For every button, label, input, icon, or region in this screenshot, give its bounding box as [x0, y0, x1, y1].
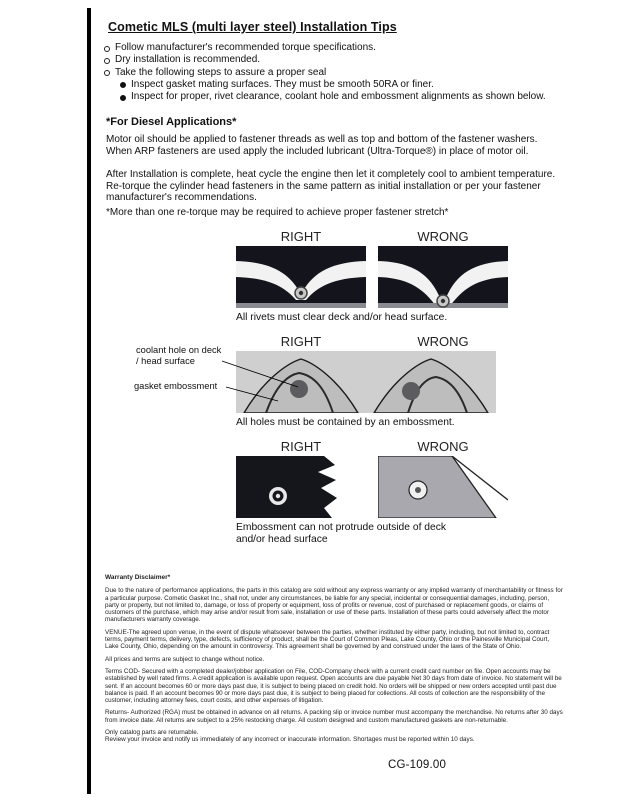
warranty-paragraph: All prices and terms are subject to change without notice.: [105, 655, 265, 663]
embossment-diagram-row: [134, 334, 508, 428]
bullet-item: [104, 42, 574, 54]
wrong-label: WRONG: [417, 439, 469, 454]
warranty-paragraph: Only catalog parts are returnable.: [105, 729, 199, 737]
warranty-paragraph: VENUE-The agreed upon venue, in the event of dispute whatsoever between the parties, whether instituted by either party, including, but not limited to, contract terms, payment terms, delivery, type, defects, sufficiency of product, shall be the Court of Common Pleas, Lake County, Ohio or the Painesville Municipal Court, Lake County, Ohio, depending on the amount in controversy. This agreement shall be governed by and construed under the laws of the State of Ohio.: [105, 628, 550, 651]
embossment-wrong-diagram: [366, 351, 496, 413]
rivet-wrong-diagram: [378, 246, 508, 308]
gasket-embossment-callout: gasket embossment: [134, 381, 218, 391]
left-edge-rule: [87, 8, 91, 794]
diesel-applications-heading: *For Diesel Applications*: [106, 116, 237, 128]
protrusion-diagram-row: [236, 439, 508, 545]
page-title: Cometic MLS (multi layer steel) Installation Tips: [108, 20, 397, 34]
embossment-images: [134, 345, 508, 413]
sub-bullet-item: [120, 79, 574, 91]
bullet-text: Inspect gasket mating surfaces. They must be smooth 50RA or finer.: [131, 78, 434, 90]
circle-bullet-icon: [104, 58, 110, 64]
wrong-label: WRONG: [417, 334, 469, 349]
dot-bullet-icon: [120, 95, 126, 101]
bullet-text: Follow manufacturer's recommended torque specifications.: [115, 42, 376, 53]
bullet-item: [104, 67, 574, 79]
warranty-paragraph: Due to the nature of performance applications, the parts in this catalog are sold without any express warranty or any implied warranty of merchantability or fitness for a particular purpose. Cometic Gasket Inc., shall not, under any circumstances, be liable for any special, incidental or consequential damages, including, person, party or property, but not limited to, damage, or loss of property or equipment, loss of profits or revenue, cost of purchased or replacement goods, or claims of customers of the purchase, which may arise and/or result from sale, installation or use of these parts. Installation of these parts could adversely affect the motor manufacturers warranty coverage.: [105, 587, 563, 624]
bullet-text: Dry installation is recommended.: [115, 54, 261, 66]
warranty-heading: Warranty Disclaimer*: [105, 574, 171, 581]
rivet-diagram-row: [236, 229, 508, 323]
diagram-caption: All rivets must clear deck and/or head surface.: [236, 312, 448, 323]
dot-bullet-icon: [120, 82, 126, 88]
embossment-right-diagram: [236, 351, 366, 413]
warranty-paragraph: Review your invoice and notify us immediately of any incorrect or inaccurate information. Shortages must be reported within 10 days.: [105, 736, 475, 744]
bullet-item: [104, 54, 574, 66]
diagram-section: [134, 229, 508, 556]
diagram-caption: Embossment can not protrude outside of deck and/or head surface: [236, 522, 447, 545]
warranty-disclaimer: [105, 574, 563, 749]
retorque-note: *More than one re-torque may be required to achieve proper fastener stretch*: [106, 207, 449, 218]
sub-bullet-item: [120, 91, 574, 103]
column-headers: [236, 229, 508, 244]
rivet-images: [236, 246, 508, 308]
column-headers: [236, 439, 508, 454]
warranty-paragraph: Returns- Authorized (RGA) must be obtained in advance on all returns. A packing slip or invoice number must accompany the merchandise. No returns after 30 days from invoice date. All returns are subject to a 25% restocking charge. All custom designed and custom manufactured gaskets are non-returnable.: [105, 709, 563, 724]
right-label: RIGHT: [280, 334, 322, 349]
bullet-text: Inspect for proper, rivet clearance, coolant hole and embossment alignments as shown below.: [131, 91, 546, 103]
protrusion-images: [236, 456, 508, 518]
protrusion-right-diagram: [236, 456, 366, 518]
coolant-hole-callout: coolant hole on deck / head surface: [136, 345, 222, 366]
diesel-paragraph-2: After Installation is complete, heat cycle the engine then let it completely cool to ambient temperature. Re-torque the cylinder head fasteners in the same pattern as initial installation or per your fastener manufacturer's recommendations.: [106, 169, 556, 204]
protrusion-wrong-diagram: [378, 456, 508, 518]
circle-bullet-icon: [104, 46, 110, 52]
page-code: CG-109.00: [388, 759, 447, 771]
wrong-label: WRONG: [417, 229, 469, 244]
warranty-paragraph: Terms COD- Secured with a completed dealer/jobber application on File, COD-Company check with a current credit card number on file. Open accounts may be established by well rated firms. A credit application is available upon request. Open accounts are due payable Net 30 days from date of invoice. No statement will be sent. If an account becomes 60 or more days past due, it is subject to being placed on credit hold. No orders will be shipped or new orders accepted until past due balance is paid. If an account becomes 90 or more days past due, it is subject to being placed for collections. All costs of collection are the responsibility of the customer, including attorney fees, court costs, and other expenses of litigation.: [105, 667, 562, 705]
column-headers: [236, 334, 508, 349]
diagram-caption: All holes must be contained by an embossment.: [236, 417, 455, 428]
rivet-right-diagram: [236, 246, 366, 308]
right-label: RIGHT: [280, 229, 322, 244]
installation-tips-list: [104, 42, 574, 103]
right-label: RIGHT: [280, 439, 322, 454]
diesel-paragraph-1: Motor oil should be applied to fastener threads as well as top and bottom of the fastener washers. When ARP fasteners are used apply the included lubricant (Ultra-Torque®) in place of motor oil.: [106, 134, 538, 157]
circle-bullet-icon: [104, 70, 110, 76]
bullet-text: Take the following steps to assure a proper seal: [115, 66, 327, 78]
